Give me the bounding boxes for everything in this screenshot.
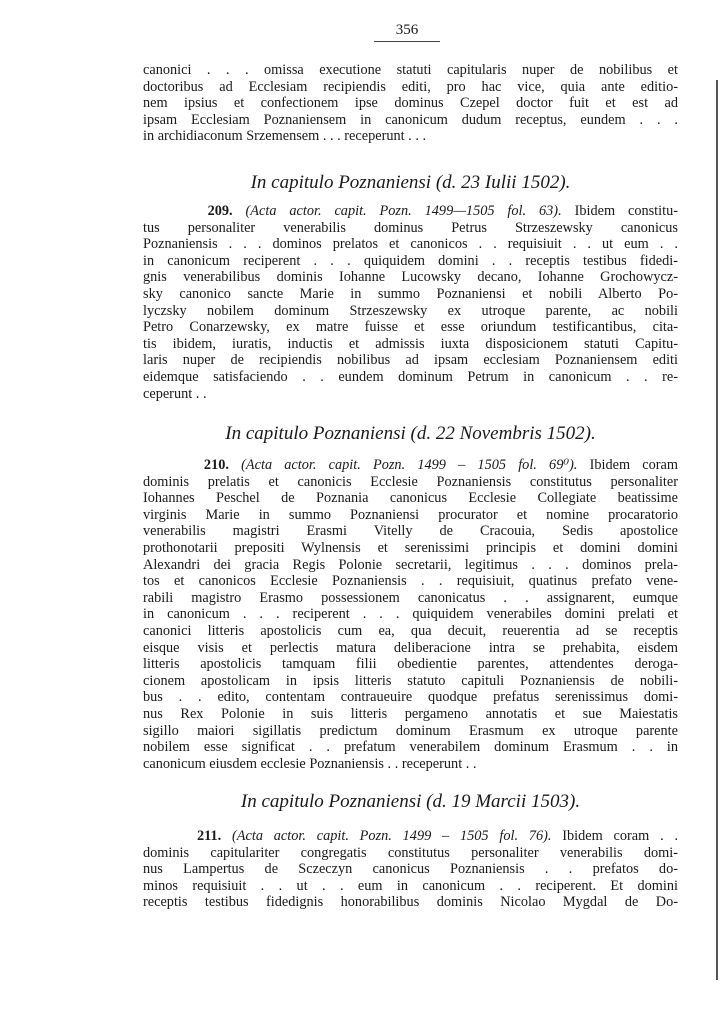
text-line: cionem apostolicam in ipsis litteris statuto capituli Poznaniensis de nobili- xyxy=(143,672,678,689)
entry-first-line-text: Ibidem coram xyxy=(589,457,678,473)
continuation-paragraph xyxy=(143,62,678,145)
text-line: tus personaliter venerabilis dominus Petrus Strzeszewsky canonicus xyxy=(143,219,678,236)
section-heading: In capitulo Poznaniensi (d. 22 Novembris 1502). xyxy=(225,423,596,444)
entry-number: 211. xyxy=(196,828,222,844)
entry-number: 210. xyxy=(203,457,229,473)
text-line: rabili magistro Erasmo possessionem canonicatus . . assignarent, eumque xyxy=(143,589,678,606)
text-line: nobilem esse significat . . prefatum venerabilem dominum Erasmum . . in xyxy=(143,739,678,756)
text-line: canonicum eiusdem ecclesie Poznaniensis . . receperunt . . xyxy=(143,755,477,772)
text-line: in archidiaconum Srzemensem . . . receperunt . . . xyxy=(143,128,427,145)
entry-first-line xyxy=(143,828,678,845)
page-number: 356 xyxy=(395,22,419,38)
text-line: litteris apostolicis tamquam filii obedientie parentes, attendentes deroga- xyxy=(143,656,678,673)
page-number-rule xyxy=(374,41,440,42)
text-line: Iohannes Peschel de Poznania canonicus Ecclesie Collegiate beatissime xyxy=(143,490,678,507)
text-line: prothonotarii prepositi Wylnensis et serenissimi principis et domini domini xyxy=(143,539,678,556)
text-line: dominis capitulariter congregatis constitutus personaliter venerabilis domi- xyxy=(143,844,678,861)
text-line: doctoribus ad Ecclesiam recipiendis editi, pro hac vice, quia ante editio- xyxy=(143,78,678,95)
entry-citation: (Acta actor. capit. Pozn. 1499 – 1505 fol. 76). xyxy=(232,828,552,844)
text-line: tos et canonicos Ecclesie Poznaniensis . . requisiuit, quatinus prefato vene- xyxy=(143,573,678,590)
entry-first-line-text: Ibidem coram . . xyxy=(562,828,678,844)
text-line: nus Lampertus de Sczeczyn canonicus Poznaniensis . . prefatos do- xyxy=(143,861,678,878)
text-line: lyczsky nobilem dominum Strzeszewsky ex utroque parente, ac nobili xyxy=(143,302,678,319)
entry-210 xyxy=(143,457,678,772)
entry-first-line-text: Ibidem constitu- xyxy=(574,203,678,219)
text-line: venerabilis magistri Erasmi Vitelly de Cracouia, Sedis apostolice xyxy=(143,523,678,540)
text-line: minos requisiuit . . ut . . eum in canonicum . . reciperent. Et domini xyxy=(143,877,678,894)
text-line: eidemque satisfaciendo . . eundem dominum Petrum in canonicum . . re- xyxy=(143,368,678,385)
text-line: tis ibidem, iuratis, inductis et admissis iuxta disposicionem statuti Capitu- xyxy=(143,335,678,352)
entry-number: 209. xyxy=(207,203,233,219)
text-line: eisque visis et perlectis matura deliberacione intra se prehabita, eisdem xyxy=(143,639,678,656)
entry-211 xyxy=(143,828,678,911)
text-line: nus Rex Polonie in suis litteris pergameno annotatis et sue Maiestatis xyxy=(143,705,678,722)
text-line: virginis Marie in summo Poznaniensi procurator et nomine procaratorio xyxy=(143,506,678,523)
entry-citation: (Acta actor. capit. Pozn. 1499—1505 fol. 63). xyxy=(245,203,562,219)
text-line: canonici . . . omissa executione statuti capitularis nuper de nobilibus et xyxy=(143,62,678,78)
section-heading: In capitulo Poznaniensi (d. 23 Iulii 1502). xyxy=(250,172,571,193)
text-line: sky canonico sancte Marie in summo Poznaniensi et nobili Alberto Po- xyxy=(143,285,678,302)
page-edge-line xyxy=(716,80,718,980)
text-line: ceperunt . . xyxy=(143,385,207,402)
text-line: Poznaniensis . . . dominos prelatos et canonicos . . requisiuit . . ut eum . . xyxy=(143,236,678,253)
text-line: laris nuper de recipiendis nobilibus ad ipsam ecclesiam Poznaniensem editi xyxy=(143,352,678,369)
text-line: in canonicum reciperent . . . quiquidem domini . . receptis testibus fidedi- xyxy=(143,252,678,269)
entry-first-line xyxy=(143,457,678,474)
text-line: bus . . edito, contentam contraueuire quodque prefatus serenissimus domi- xyxy=(143,689,678,706)
entry-209 xyxy=(143,203,678,402)
entry-first-line xyxy=(143,203,678,220)
text-line: ipsam Ecclesiam Poznaniensem in canonicum dudum receptus, eundem . . . xyxy=(143,111,678,128)
text-line: canonici litteris apostolicis cum ea, qua decuit, reuerentia ad se receptis xyxy=(143,622,678,639)
text-line: Alexandri dei gracia Regis Polonie secretarii, legitimus . . . dominos prela- xyxy=(143,556,678,573)
text-line: dominis prelatis et canonicis Ecclesie Poznaniensis constitutus personaliter xyxy=(143,473,678,490)
text-line: Petro Conarzewsky, ex matre fuisse et esse oriundum testificantibus, cita- xyxy=(143,319,678,336)
section-heading: In capitulo Poznaniensi (d. 19 Marcii 1503). xyxy=(240,791,581,812)
entry-citation: (Acta actor. capit. Pozn. 1499 – 1505 fol. 69⁰). xyxy=(241,457,578,473)
text-line: nem ipsius et confectionem ipse dominus Czepel doctor fuit et est ad xyxy=(143,95,678,112)
text-line: sigillo maiori sigillatis predictum dominum Erasmum ex utroque parente xyxy=(143,722,678,739)
text-line: receptis testibus fidedignis honorabilibus dominis Nicolao Mygdal de Do- xyxy=(143,894,678,911)
text-line: in canonicum . . . reciperent . . . quiquidem venerabiles domini prelati et xyxy=(143,606,678,623)
text-line: gnis venerabilibus dominis Iohanne Lucowsky decano, Iohanne Grochowycz- xyxy=(143,269,678,286)
